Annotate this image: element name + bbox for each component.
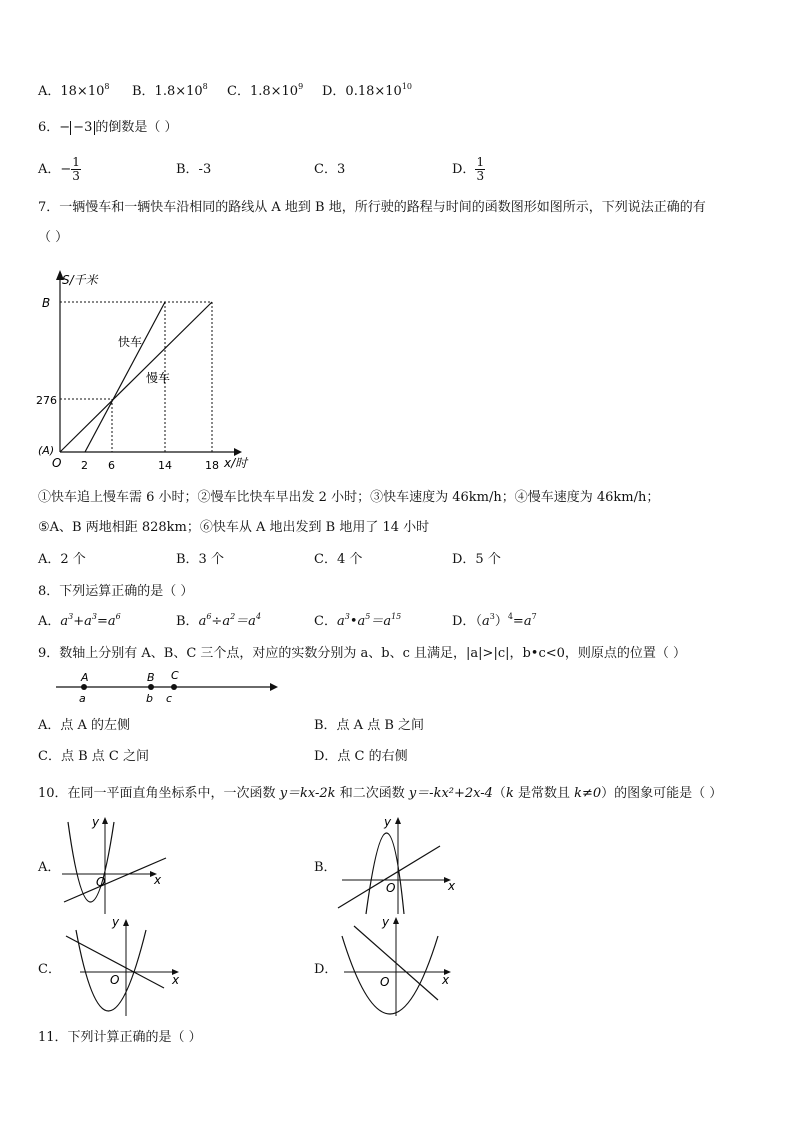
q8-stem: 8．下列运算正确的是（ ）: [38, 584, 194, 599]
q9-label-A: A: [81, 671, 89, 684]
q10-k: k: [505, 786, 514, 801]
q5-d-exp: 10: [401, 82, 412, 91]
q10-stem-3: （: [492, 786, 506, 801]
q10-graph-d: [334, 912, 464, 1022]
q6-a-fraction: [71, 156, 81, 183]
q7-x-axis-label: x/时: [224, 456, 248, 470]
q10-d-y-label: y: [382, 915, 390, 929]
q10-b-origin: O: [386, 881, 396, 895]
q6-option-b: B．-3: [176, 162, 212, 177]
q9-label-c: c: [166, 692, 173, 705]
q9-option-b: B．点 A 点 B 之间: [314, 718, 425, 733]
q10-b-y-label: y: [384, 815, 392, 829]
q10-a-origin: O: [96, 875, 106, 889]
q7-stem: 7．一辆慢车和一辆快车沿相同的路线从 A 地到 B 地，所行驶的路程与时间的函数图形如图所示，下列说法正确的有: [38, 200, 706, 215]
q5-option-a: [38, 84, 109, 100]
q6-d-fraction: [475, 156, 485, 183]
q10-option-c-label: C．: [38, 962, 61, 977]
q7-option-d: D．5 个: [452, 552, 501, 567]
q7-graph: [36, 264, 260, 474]
q10-stem-5: ）的图象可能是（ ）: [601, 786, 723, 801]
q7-label-o: O: [52, 456, 62, 470]
q7-paren: （ ）: [38, 230, 69, 245]
q10-c-parabola: [76, 930, 146, 1011]
q9-option-d: D．点 C 的右侧: [314, 749, 408, 764]
q10-c-y-arrow: [123, 919, 129, 926]
q10-option-a-label: A．: [38, 860, 61, 875]
q10-stem: [38, 786, 722, 802]
q10-a-y-label: y: [92, 815, 100, 829]
q7-statements-1: ①快车追上慢车需 6 小时；②慢车比快车早出发 2 小时；③快车速度为 46km/h；④慢车速度为 46km/h；: [38, 490, 660, 505]
q9-option-a: A．点 A 的左侧: [38, 718, 131, 733]
q7-option-c: C．4 个: [314, 552, 363, 567]
q10-c-origin: O: [110, 973, 120, 987]
q7-tick-18: 18: [205, 459, 219, 472]
q10-graph-a: [58, 812, 168, 916]
q5-option-c: [227, 84, 303, 100]
q9-label-a: a: [79, 692, 86, 705]
q5-a-base: A．18×10: [38, 84, 105, 99]
q10-graph-b: [334, 812, 464, 916]
q10-stem-1: 10．在同一平面直角坐标系中，一次函数: [38, 786, 280, 801]
q8-option-a: [38, 614, 121, 630]
q5-d-base: D．0.18×10: [322, 84, 402, 99]
q11-stem: 11．下列计算正确的是（ ）: [38, 1030, 202, 1045]
q7-label-276: 276: [36, 394, 57, 407]
q10-k-nonzero: k≠0: [574, 786, 602, 801]
q10-a-y-arrow: [102, 817, 108, 824]
q7-tick-2: 2: [81, 459, 88, 472]
q10-option-b-label: B．: [314, 860, 337, 875]
q8-c-expr: $a^3•a^5=a^{15}$: [336, 612, 402, 629]
q8-a-expr: $a^3+a^3=a^6$: [60, 612, 121, 629]
q6-d-num: 1: [476, 155, 485, 169]
q8-option-b: [176, 614, 261, 630]
q9-point-c: [171, 684, 177, 690]
q9-label-B: B: [147, 671, 155, 684]
q9-arrow: [270, 683, 278, 691]
q10-b-line: [338, 846, 440, 908]
q10-linear-fn: y＝kx-2k: [279, 786, 336, 801]
q6-a-den: 3: [72, 169, 80, 183]
q10-a-line: [64, 858, 166, 902]
q10-stem-2: 和二次函数: [335, 786, 409, 801]
q8-b-expr: $a^6\div a^2=a^4$: [198, 612, 262, 629]
q8-option-c: [314, 614, 401, 630]
q5-b-exp: 8: [202, 82, 208, 91]
q6-option-d: [452, 152, 485, 188]
q7-option-b: B．3 个: [176, 552, 224, 567]
q8-option-d: [452, 614, 537, 630]
q7-label-b: B: [42, 296, 51, 310]
q10-b-x-label: x: [448, 879, 456, 893]
q7-tick-6: 6: [108, 459, 115, 472]
q6-stem: [38, 120, 177, 136]
q6-suffix: 的倒数是（ ）: [95, 120, 178, 135]
q10-d-origin: O: [380, 975, 390, 989]
q5-b-base: B．1.8×10: [132, 84, 203, 99]
q7-label-slow: 慢车: [146, 371, 171, 385]
q5-option-b: [132, 84, 208, 100]
q10-option-d-label: D．: [314, 962, 338, 977]
q7-label-fast: 快车: [118, 335, 143, 349]
q7-x-arrow: [234, 448, 242, 456]
q9-stem: 9．数轴上分别有 A、B、C 三个点，对应的实数分别为 a、b、c 且满足，|a|>|c|，b•c<0，则原点的位置（ ）: [38, 646, 687, 661]
q10-a-x-label: x: [154, 873, 162, 887]
q8-a-label: A．: [38, 614, 61, 629]
q10-d-parabola: [342, 936, 438, 1014]
q10-c-x-label: x: [172, 973, 180, 987]
q8-b-label: B．: [176, 614, 199, 629]
q6-option-a: [38, 152, 81, 188]
q9-option-c: C．点 B 点 C 之间: [38, 749, 149, 764]
q5-c-base: C．1.8×10: [227, 84, 299, 99]
q8-d-label: D．: [452, 614, 476, 629]
q10-d-y-arrow: [393, 917, 399, 924]
q6-a-num: 1: [72, 155, 80, 169]
q7-statements-2: ⑤A、B 两地相距 828km；⑥快车从 A 地出发到 B 地用了 14 小时: [38, 520, 430, 535]
q10-b-y-arrow: [395, 817, 401, 824]
q10-c-y-label: y: [112, 915, 120, 929]
q6-abs-value: −3: [70, 121, 95, 135]
q9-point-a: [81, 684, 87, 690]
q7-tick-14: 14: [158, 459, 172, 472]
q9-number-line: [54, 668, 282, 708]
q10-graph-c: [60, 912, 188, 1022]
q9-point-b: [148, 684, 154, 690]
q7-slow-line: [60, 302, 212, 452]
q10-quadratic-fn: y＝-kx²+2x-4: [408, 786, 493, 801]
q9-label-b: b: [146, 692, 153, 705]
q9-label-C: C: [171, 669, 179, 682]
q6-option-c: C．3: [314, 162, 346, 177]
q6-a-label: A．−: [38, 162, 72, 177]
q10-stem-4: 是常数且: [513, 786, 575, 801]
q5-c-exp: 9: [298, 82, 304, 91]
q6-d-label: D．: [452, 162, 476, 177]
q6-d-den: 3: [476, 169, 485, 183]
q5-a-exp: 8: [104, 82, 110, 91]
q8-d-expr: $(a^3)^4=a^7$: [475, 612, 537, 629]
q7-label-a: (A): [38, 444, 55, 457]
q10-d-x-label: x: [442, 973, 450, 987]
q7-option-a: A．2 个: [38, 552, 86, 567]
q6-prefix: 6．−: [38, 120, 71, 135]
q7-y-axis-label: S/千米: [62, 273, 98, 287]
q8-c-label: C．: [314, 614, 337, 629]
q5-option-d: [322, 84, 412, 100]
